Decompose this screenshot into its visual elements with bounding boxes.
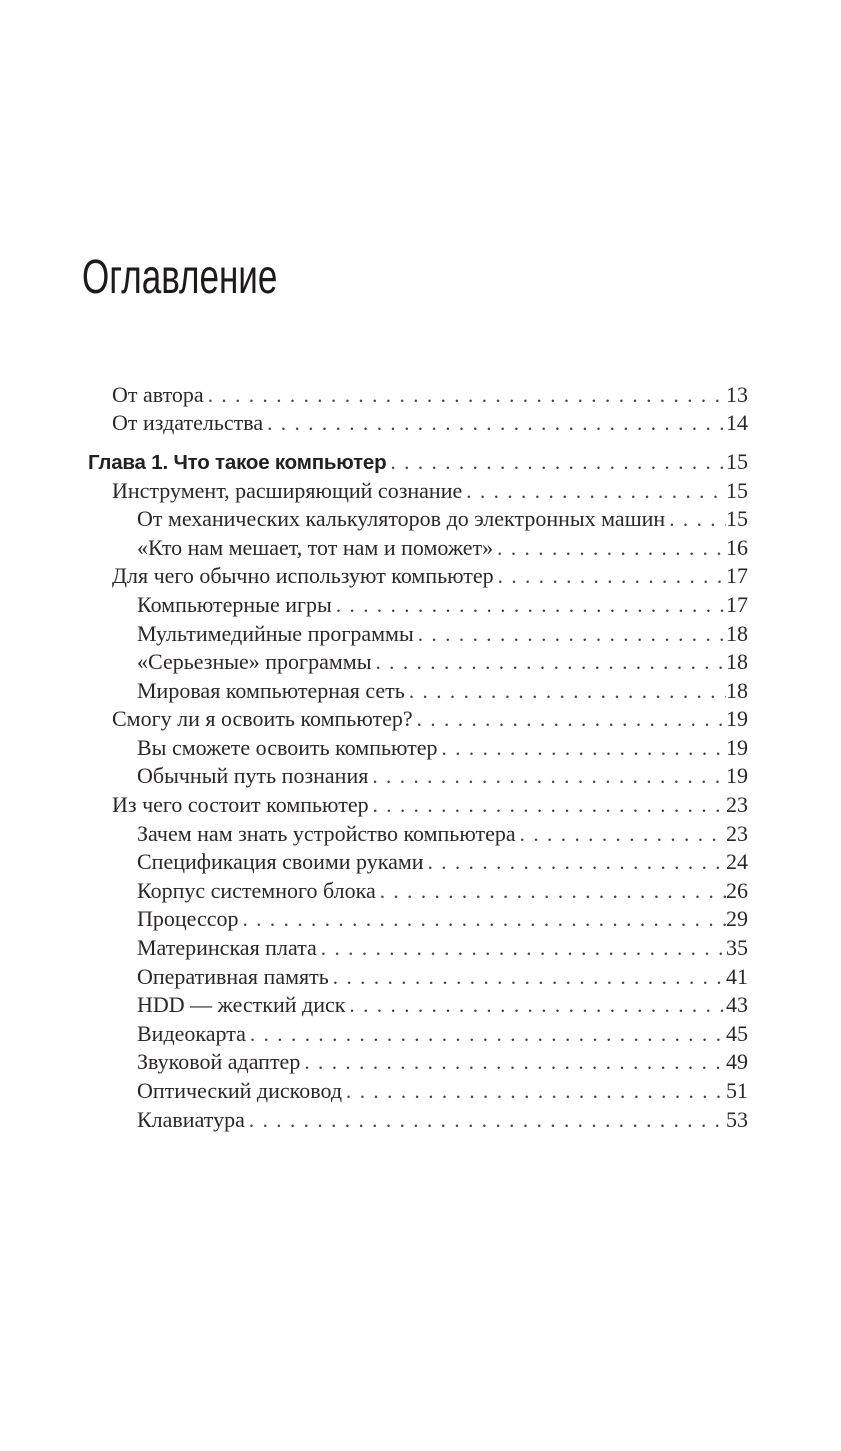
- toc-entry-label: Компьютерные игры: [137, 591, 332, 617]
- toc-entry-label: Смогу ли я освоить компьютер?: [112, 706, 413, 732]
- toc-entry-page: 29: [726, 906, 748, 932]
- toc-entry-label: Из чего состоит компьютер: [112, 792, 369, 818]
- toc-entry-page: 15: [726, 477, 748, 503]
- toc-entry: [88, 381, 748, 410]
- toc-entry-page: 19: [726, 734, 748, 760]
- dot-leader: [405, 678, 726, 706]
- toc-entry-page: 43: [726, 992, 748, 1018]
- dot-leader: [332, 592, 726, 620]
- toc-entry-page: 14: [726, 410, 748, 436]
- toc-entry-label: Оптический дисковод: [137, 1078, 343, 1103]
- dot-leader: [368, 763, 726, 791]
- toc-entry-page: 19: [726, 763, 748, 789]
- toc-entry-page: 24: [726, 849, 748, 875]
- toc-entry: [88, 734, 748, 763]
- toc-entry-label: Материнская плата: [137, 935, 317, 961]
- toc-entry: [88, 791, 748, 820]
- toc-entry-page: 18: [726, 620, 748, 646]
- toc-entry-label: «Серьезные» программы: [137, 649, 372, 675]
- toc-entry-page: 16: [726, 534, 748, 560]
- toc-entry-page: 26: [726, 877, 748, 903]
- toc-entry-label: Звуковой адаптер: [137, 1049, 301, 1075]
- dot-leader: [300, 1049, 726, 1077]
- toc-list: [88, 381, 748, 1134]
- toc-entry: [88, 848, 748, 877]
- toc-entry-label: Мировая компьютерная сеть: [137, 677, 405, 703]
- toc-entry-page: 23: [726, 792, 748, 818]
- toc-entry-label: Вы сможете освоить компьютер: [137, 734, 438, 760]
- toc-entry-page: 23: [726, 820, 748, 846]
- dot-leader: [413, 706, 726, 734]
- toc-entry-label: Глава 1. Что такое компьютер: [88, 450, 387, 474]
- dot-leader: [516, 821, 726, 849]
- toc-entry-label: Видеокарта: [137, 1020, 246, 1046]
- toc-entry-page: 53: [726, 1106, 748, 1132]
- toc-entry: [88, 620, 748, 649]
- dot-leader: [424, 849, 726, 877]
- toc-entry-page: 41: [726, 963, 748, 989]
- toc-entry: [88, 591, 748, 620]
- toc-entry-label: Спецификация своими руками: [137, 849, 424, 875]
- toc-entry: [88, 877, 748, 906]
- toc-entry-page: 35: [726, 935, 748, 961]
- toc-entry-label: Для чего обычно используют компьютер: [112, 563, 494, 589]
- dot-leader: [204, 382, 726, 410]
- dot-leader: [263, 410, 726, 438]
- toc-entry-label: Процессор: [137, 906, 239, 932]
- dot-leader: [462, 478, 726, 506]
- toc-entry-page: 51: [726, 1078, 748, 1103]
- toc-entry: [88, 562, 748, 591]
- toc-entry: [88, 991, 748, 1020]
- toc-entry-label: HDD — жесткий диск: [137, 992, 346, 1018]
- dot-leader: [371, 649, 726, 677]
- toc-entry-page: 15: [726, 506, 748, 532]
- toc-entry-page: 18: [726, 677, 748, 703]
- toc-entry-page: 45: [726, 1020, 748, 1046]
- toc-entry-page: 19: [726, 706, 748, 732]
- toc-entry: [88, 762, 748, 791]
- toc-entry: [88, 934, 748, 963]
- toc-entry: [88, 677, 748, 706]
- toc-entry-label: От автора: [112, 381, 204, 407]
- dot-leader: [239, 906, 726, 934]
- toc-entry-page: 13: [726, 381, 748, 407]
- toc-entry-label: От механических калькуляторов до электронных машин: [137, 506, 666, 532]
- dot-leader: [317, 935, 726, 963]
- toc-entry-page: 17: [726, 563, 748, 589]
- toc-entry: [88, 1077, 748, 1106]
- toc-entry: [88, 705, 748, 734]
- dot-leader: [342, 1078, 726, 1106]
- toc-entry: [88, 1048, 748, 1077]
- toc-entry: [88, 648, 748, 677]
- toc-entry: [88, 534, 748, 563]
- dot-leader: [493, 535, 726, 563]
- dot-leader: [246, 1021, 726, 1049]
- toc-entry-page: 18: [726, 649, 748, 675]
- toc-entry-label: Инструмент, расширяющий сознание: [112, 477, 463, 503]
- toc-entry-label: Обычный путь познания: [137, 763, 369, 789]
- toc-entry-label: Клавиатура: [137, 1106, 245, 1132]
- page-title: Оглавление: [82, 251, 278, 304]
- toc-entry: [88, 905, 748, 934]
- toc-entry-page: 49: [726, 1049, 748, 1075]
- toc-entry-label: Мультимедийные программы: [137, 620, 414, 646]
- book-page: [0, 251, 841, 1451]
- dot-leader: [386, 449, 726, 477]
- toc-entry: [88, 1106, 748, 1135]
- dot-leader: [376, 878, 726, 906]
- toc-entry-label: Корпус системного блока: [137, 877, 376, 903]
- dot-leader: [329, 964, 726, 992]
- toc-entry-page: 17: [726, 591, 748, 617]
- dot-leader: [345, 992, 726, 1020]
- toc-entry-label: «Кто нам мешает, тот нам и поможет»: [137, 534, 494, 560]
- toc-entry: [88, 820, 748, 849]
- toc-entry-label: Оперативная память: [137, 963, 329, 989]
- toc-entry: [88, 963, 748, 992]
- toc-entry: [88, 505, 748, 534]
- dot-leader: [245, 1107, 726, 1135]
- toc-entry-label: От издательства: [112, 410, 264, 436]
- dot-leader: [414, 621, 726, 649]
- toc-entry: [88, 477, 748, 506]
- toc-entry: [88, 1020, 748, 1049]
- dot-leader: [665, 506, 726, 534]
- dot-leader: [494, 563, 726, 591]
- dot-leader: [438, 735, 726, 763]
- dot-leader: [369, 792, 726, 820]
- toc-entry-page: 15: [726, 448, 748, 474]
- toc-entry: [88, 409, 748, 438]
- toc-entry: [88, 448, 748, 477]
- toc-entry-label: Зачем нам знать устройство компьютера: [137, 820, 516, 846]
